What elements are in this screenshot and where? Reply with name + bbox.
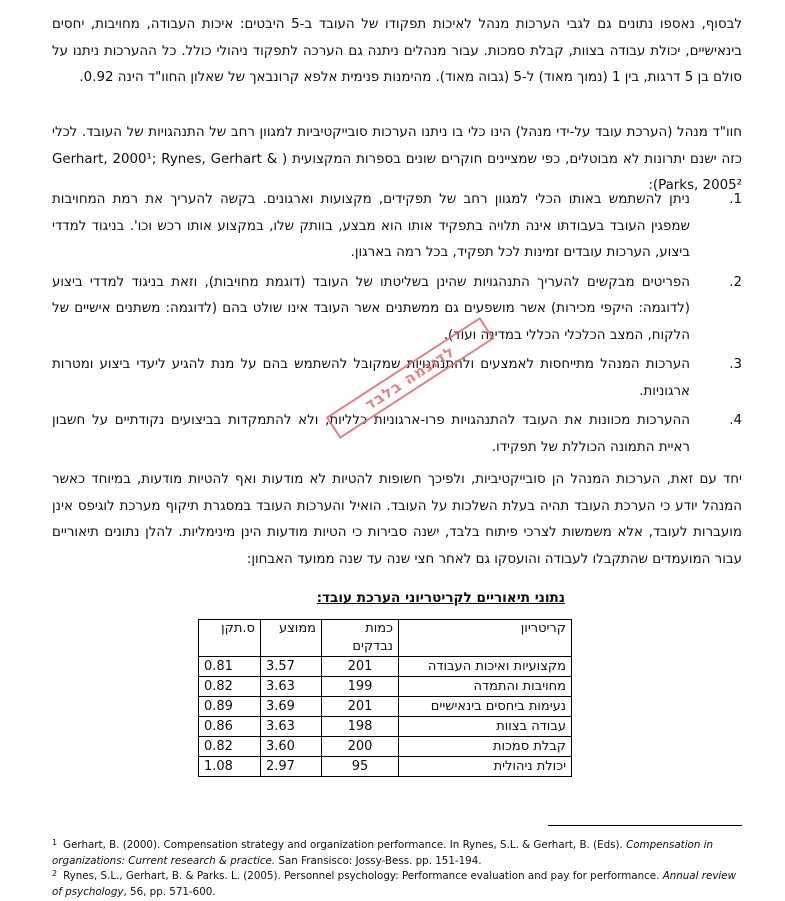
list-item <box>52 270 742 350</box>
list-item <box>52 187 742 267</box>
list-number: 2. <box>729 274 742 290</box>
table-title: נתוני תיאוריים לקריטריוני הערכת עובד: <box>316 590 565 606</box>
cell-mean: 3.60 <box>261 737 322 757</box>
list-item <box>52 408 742 461</box>
cell-sd: 0.81 <box>199 657 261 677</box>
footnote-tail: , 56, pp. 571-600. <box>123 885 216 898</box>
table-row <box>199 657 572 677</box>
cell-count: 198 <box>322 717 399 737</box>
footnote-mark: 1 <box>52 838 58 847</box>
header-criterion: קריטריון <box>399 620 572 657</box>
footnote-separator <box>548 825 742 826</box>
footnote-text: Gerhart, B. (2000). Compensation strategy and organization performance. In Rynes, S.L. & Gerhart, B. (Eds). <box>63 839 627 851</box>
table-row <box>199 717 572 737</box>
table-header-row <box>199 620 572 657</box>
cell-criterion: מחויבות והתמדה <box>399 677 572 697</box>
cell-count: 201 <box>322 697 399 717</box>
cell-mean: 3.63 <box>261 677 322 697</box>
list-text: הפריטים מבקשים להעריך התנהגויות שהינן בשליטתו של העובד (דוגמת מחויבות), וזאת בניגוד למדדי ביצוע (לדוגמה: היקפי מכירות) אשר מושפעים גם ממשתנים אשר העובד אינו שולט בהם (לדוגמה: משתנים אישיים של הלקוח, המצב הכלכלי הכללי במדינה ועוד). <box>52 274 690 343</box>
list-text: הערכות המנהל מתייחסות לאמצעים ולהתנהגויות שמקובל להשתמש בהם על מנת להגיע ליעדי ביצוע ומטרות ארגוניות. <box>52 357 690 399</box>
footnote-mark: 2 <box>52 869 58 878</box>
cell-mean: 2.97 <box>261 757 322 777</box>
table-row <box>199 677 572 697</box>
cell-sd: 0.82 <box>199 677 261 697</box>
list-number: 3. <box>729 357 742 372</box>
paragraph-limitations: יחד עם זאת, הערכות המנהל הן סובייקטיביות, ולפיכך חשופות להטיות לא מודעות ואף להטיות מודעות, במיוחד כאשר המנהל יודע כי הערכת העובד תהיה בעלת השלכות על העובד. הואיל והערכות העובד במסגרת תיקוף מערכת לוגיפס אינן מועברות לעובד, אלא משמשות לצרכי פיתוח בלבד, ישנה סבירות כי הטיות מודעות הינן מינימליות. להלן נתונים תיאוריים עבור המועמדים שהתקבלו לעבודה והועסקו גם לאחר חצי שנה עד שנה ממועד האבחון: <box>52 472 742 567</box>
cell-sd: 0.86 <box>199 717 261 737</box>
header-sd: ס.תקן <box>199 620 261 657</box>
header-count: כמות נבדקים <box>322 620 399 657</box>
cell-count: 95 <box>322 757 399 777</box>
footnote-italic: Compensation in organizations: Current research & practice. <box>52 839 714 867</box>
cell-sd: 1.08 <box>199 757 261 777</box>
table-row <box>199 737 572 757</box>
footnote-1 <box>52 835 742 869</box>
cell-sd: 0.89 <box>199 697 261 717</box>
list-number: 4. <box>729 413 742 428</box>
paragraph-manager-ratings: לבסוף, נאספו נתונים גם לגבי הערכות מנהל לאיכות תפקודו של העובד ב-5 היבטים: איכות העבודה, מחויבות, יחסים בינאישיים, יכולת עבודה בצוות, קבלת סמכות. עבור מנהלים ניתנה גם הערכה לתפקוד ניהולי כולל. כל ההערכות ניתנו על סולם בן 5 דרגות, בין 1 (נמוך מאוד) ל-5 (גבוה מאוד). מהימנות פנימית אלפא קרונבאך של שאלון החוו"ד הינה 0.92. <box>52 17 742 86</box>
table-row <box>199 697 572 717</box>
sample-watermark-stamp: לדוגמה בלבד <box>326 317 494 439</box>
cell-criterion: יכולת ניהולית <box>399 757 572 777</box>
footnote-2 <box>52 866 742 900</box>
cell-criterion: עבודה בצוות <box>399 717 572 737</box>
table-row <box>199 757 572 777</box>
list-text: ניתן להשתמש באותו הכלי למגוון רחב של תפקידים, מקצועות וארגונים. בקשה להעריך את רמת המחויבות שמפגין העובד בעבודתו אינה תלויה בתפקיד אותו הוא מבצע, בוותק שלו, במקצוע אותו רכש וכו'. בניגוד למדדי ביצוע, הערכות עובדים זמינות לכל תפקיד, בכל רמה בארגון. <box>52 192 690 260</box>
cell-sd: 0.82 <box>199 737 261 757</box>
cell-mean: 3.69 <box>261 697 322 717</box>
cell-count: 200 <box>322 737 399 757</box>
list-number: 1. <box>729 192 742 207</box>
footnote-italic: Annual review of psychology <box>52 870 737 898</box>
advantages-list <box>52 187 742 464</box>
descriptive-stats-table <box>198 619 572 777</box>
cell-criterion: מקצועיות ואיכות העבודה <box>399 657 572 677</box>
cell-count: 199 <box>322 677 399 697</box>
cell-count: 201 <box>322 657 399 677</box>
cell-mean: 3.63 <box>261 717 322 737</box>
cell-criterion: קבלת סמכות <box>399 737 572 757</box>
list-text: ההערכות מכוונות את העובד להתנהגויות פרו-ארגוניות כלליות, ולא להתמקדות בביצועים נקודתיים על חשבון ראיית התמונה הכוללת של תפקידו. <box>52 413 690 455</box>
cell-mean: 3.57 <box>261 657 322 677</box>
footnote-tail: San Fransisco: Jossy-Bess. pp. 151-194. <box>275 854 482 867</box>
header-mean: ממוצע <box>261 620 322 657</box>
paragraph-manager-tool: חוו"ד מנהל (הערכת עובד על-ידי מנהל) הינו כלי בו ניתנו הערכות סובייקטיביות למגוון רחב של התנהגויות של העובד. לכלי כזה ישנם יתרונות לא מבוטלים, כפי שמציינים חוקרים שונים בספרות המקצועית ( Gerhart, 2000¹; Rynes, Gerhart & Parks, 2005²): <box>52 125 742 194</box>
footnote-text: Rynes, S.L., Gerhart, B. & Parks. L. (2005). Personnel psychology: Performance evaluation and pay for performance. <box>63 870 663 882</box>
cell-criterion: נעימות ביחסים בינאישיים <box>399 697 572 717</box>
